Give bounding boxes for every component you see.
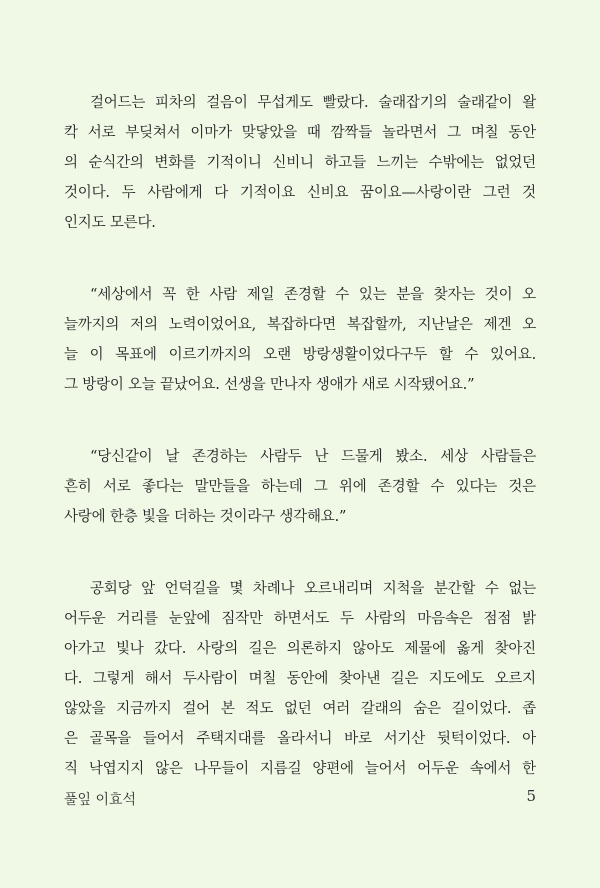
footer-book-title: 풀잎 이효석: [64, 792, 137, 808]
page-number: 5: [526, 787, 536, 805]
text-line: 것이다. 두 사람에게 다 기적이요 신비요 꿈이요—사랑이란 그런 것: [64, 185, 536, 201]
text-line: 않았을 지금까지 걸어 본 적도 없던 여러 갈래의 숨은 길이었다. 좁: [64, 701, 536, 717]
text-line: 그 방랑이 오늘 끝났어요. 선생을 만나자 생애가 새로 시작됐어요.”: [64, 377, 475, 393]
page-body: [64, 88, 536, 826]
text-line: 흔히 서로 좋다는 말만들을 하는데 그 위에 존경할 수 있다는 것은: [64, 479, 536, 495]
text-line: 어두운 거리를 눈앞에 짐작만 하면서도 두 사람의 마음속은 점점 밝: [64, 611, 536, 627]
paragraph-4: [64, 574, 536, 784]
paragraph-2: [64, 280, 536, 400]
text-line: 사랑에 한층 빛을 더하는 것이라구 생각해요.”: [64, 509, 347, 525]
text-line: 아가고 빛나 갔다. 사랑의 길은 의론하지 않아도 제물에 옳게 찾아진: [64, 641, 536, 657]
text-line: 늘까지의 저의 노력이었어요, 복잡하다면 복잡할까, 지난날은 제겐 오: [64, 317, 536, 333]
text-line: 걸어드는 피차의 걸음이 무섭게도 빨랐다. 술래잡기의 술래같이 왈: [90, 95, 536, 111]
text-line: 의 순식간의 변화를 기적이니 신비니 하고들 느끼는 수밖에는 없었던: [64, 155, 536, 171]
text-line: “세상에서 꼭 한 사람 제일 존경할 수 있는 분을 찾자는 것이 오: [90, 287, 536, 303]
text-line: 은 골목을 들어서 주택지대를 올라서니 바로 서기산 뒷턱이었다. 아: [64, 731, 536, 747]
text-line: 다. 그렇게 해서 두사람이 며칠 동안에 찾아낸 길은 지도에도 오르지: [64, 671, 536, 687]
text-line: 늘 이 목표에 이르기까지의 오랜 방랑생활이었다구두 할 수 있어요.: [64, 347, 536, 363]
text-line: 공회당 앞 언덕길을 몇 차례나 오르내리며 지척을 분간할 수 없는: [90, 581, 536, 597]
text-line: 인지도 모른다.: [64, 215, 156, 231]
paragraph-1: [64, 88, 536, 238]
text-line: 칵 서로 부딪쳐서 이마가 맞닿았을 때 깜짝들 놀라면서 그 며칠 동안: [64, 125, 536, 141]
text-line: “당신같이 날 존경하는 사람두 난 드물게 봤소. 세상 사람들은: [90, 449, 536, 465]
text-line: 직 낙엽지지 않은 나무들이 지름길 양편에 늘어서 어두운 속에서 한: [64, 761, 536, 777]
paragraph-3: [64, 442, 536, 532]
